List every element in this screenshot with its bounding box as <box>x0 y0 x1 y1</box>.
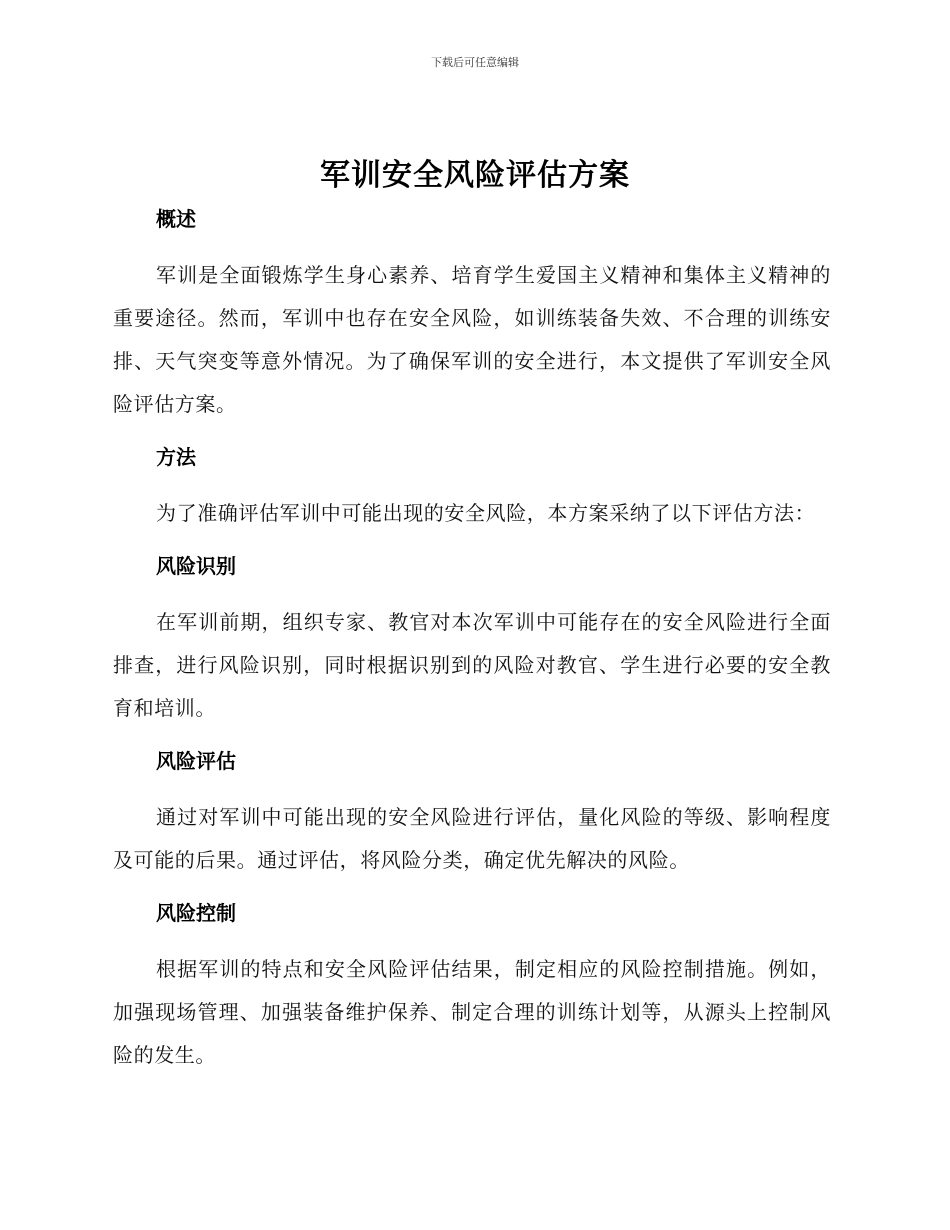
section-risk-assessment <box>113 742 831 894</box>
section-paragraph: 在军训前期，组织专家、教官对本次军训中可能存在的安全风险进行全面排查，进行风险识别，同时根据识别到的风险对教官、学生进行必要的安全教育和培训。 <box>113 610 831 720</box>
section-heading: 风险识别 <box>156 554 236 578</box>
section-heading: 风险评估 <box>156 749 236 773</box>
section-heading: 概述 <box>156 207 196 231</box>
section-method <box>113 438 831 547</box>
section-paragraph: 军训是全面锻炼学生身心素养、培育学生爱国主义精神和集体主义精神的重要途径。然而，军训中也存在安全风险，如训练装备失效、不合理的训练安排、天气突变等意外情况。为了确保军训的安全进行，本文提供了军训安全风险评估方案。 <box>113 263 831 416</box>
document-title: 军训安全风险评估方案 <box>320 158 630 193</box>
section-overview <box>113 200 831 438</box>
section-heading: 方法 <box>156 445 196 469</box>
document-body <box>113 200 831 1077</box>
header-note: 下载后可任意编辑 <box>431 56 519 69</box>
section-risk-identification <box>113 547 831 742</box>
section-risk-control <box>113 894 831 1077</box>
section-heading: 风险控制 <box>156 901 236 925</box>
section-paragraph: 为了准确评估军训中可能出现的安全风险，本方案采纳了以下评估方法： <box>156 501 816 525</box>
section-paragraph: 根据军训的特点和安全风险评估结果，制定相应的风险控制措施。例如，加强现场管理、加强装备维护保养、制定合理的训练计划等，从源头上控制风险的发生。 <box>113 957 831 1067</box>
section-paragraph: 通过对军训中可能出现的安全风险进行评估，量化风险的等级、影响程度及可能的后果。通过评估，将风险分类，确定优先解决的风险。 <box>113 805 831 872</box>
